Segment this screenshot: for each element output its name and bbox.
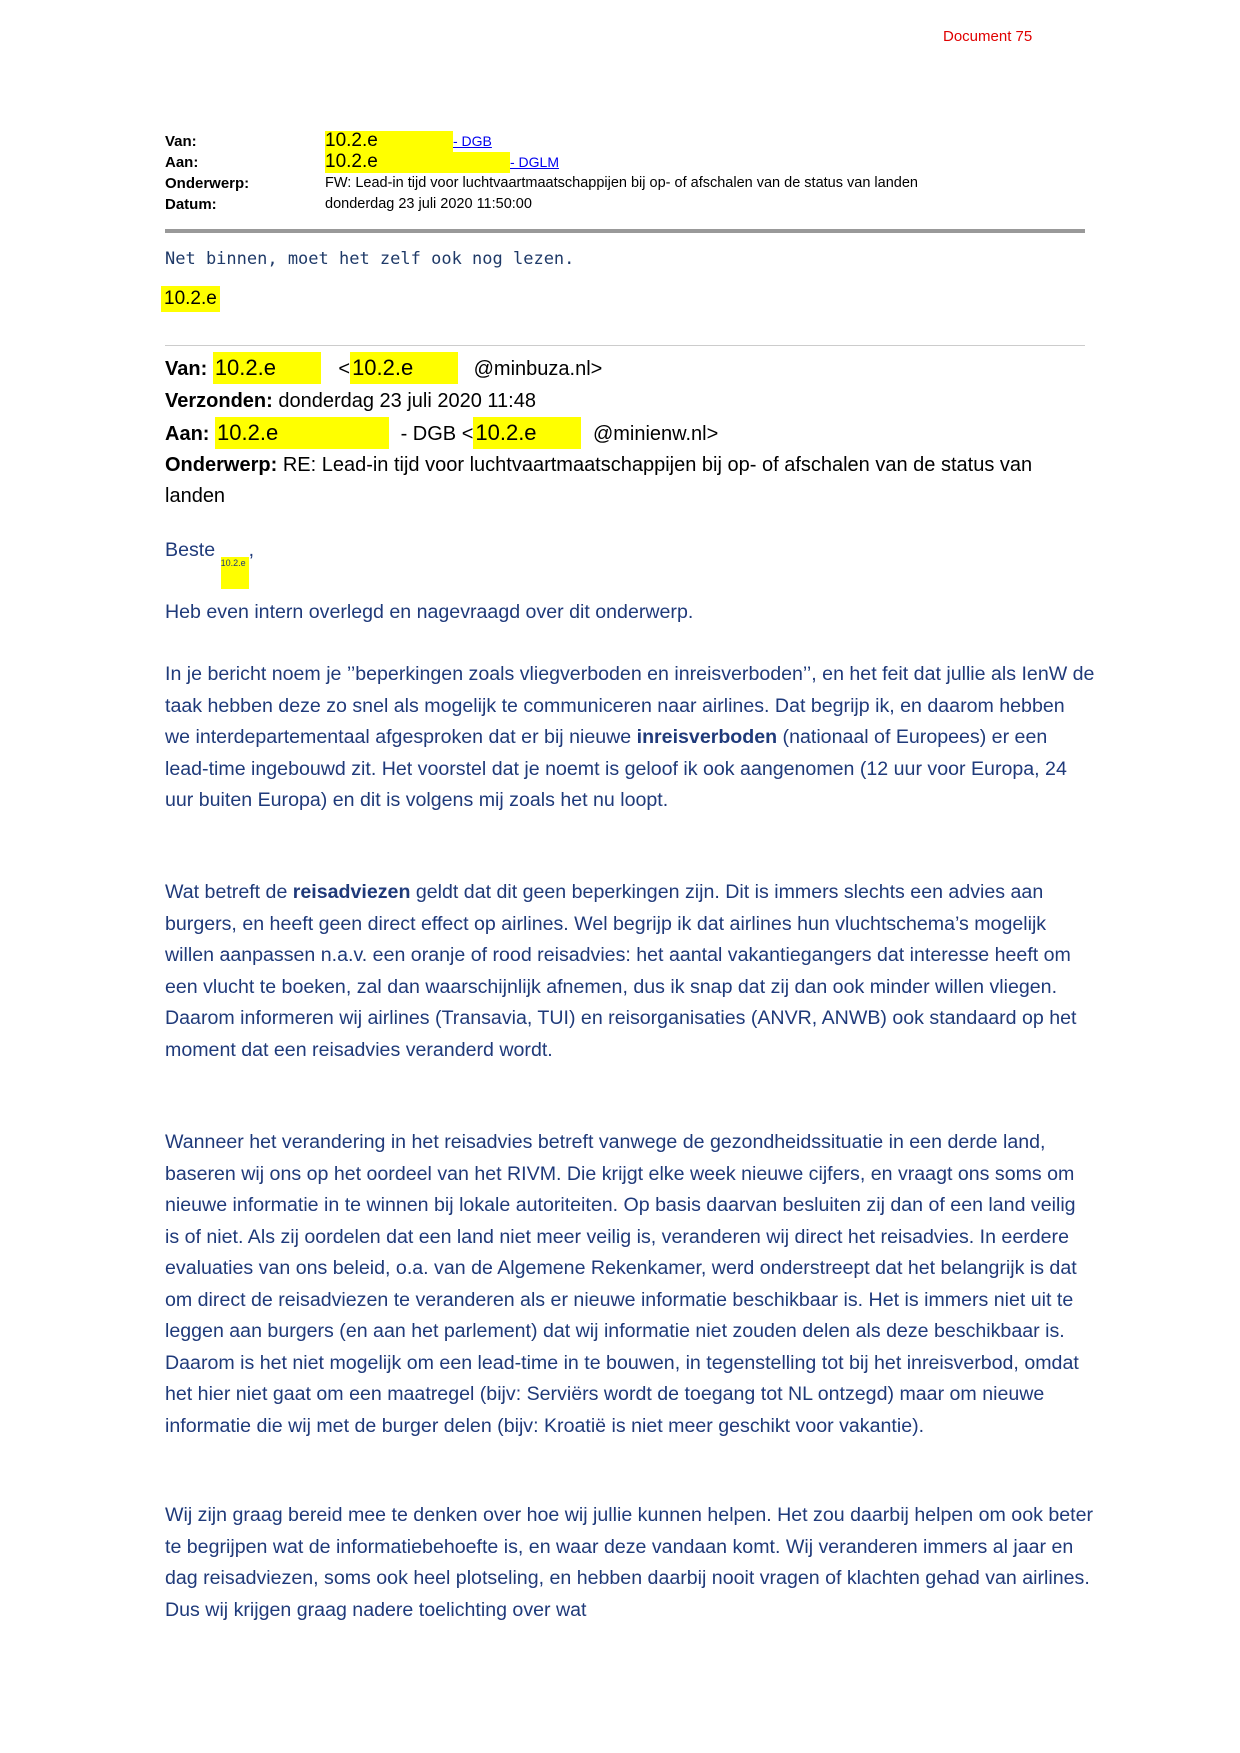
paragraph-3-bold: reisadviezen	[292, 881, 411, 903]
paragraph-2-text-a: In je bericht noem je ’’beperkingen zoals vliegverboden en inreisverboden’’, en het feit dat jullie als IenW de taak hebben deze zo snel als mogelijk te communiceren naar airlines. Dat begrijp ik, en daarom hebben we interdepartementaal afgesproken dat er bij nieuwe	[165, 663, 1095, 748]
header-aan-row	[165, 152, 918, 173]
forwarded-header	[165, 352, 1095, 512]
header-onderwerp-row	[165, 173, 918, 194]
header-aan-label: Aan:	[165, 154, 199, 171]
header-datum-label: Datum:	[165, 196, 217, 213]
header-van-row	[165, 131, 918, 152]
intro-note: Net binnen, moet het zelf ook nog lezen.	[165, 249, 575, 269]
header-onderwerp-label: Onderwerp:	[165, 175, 250, 192]
forwarded-verzonden-row	[165, 385, 1095, 417]
greeting-redaction: 10.2.e	[221, 557, 249, 589]
greeting-comma: ,	[248, 539, 255, 561]
paragraph-1	[165, 597, 1095, 629]
redaction-block: 10.2.e	[325, 152, 510, 173]
forward-separator	[165, 345, 1085, 346]
redaction-block: 10.2.e	[473, 417, 581, 449]
header-onderwerp-value: FW: Lead-in tijd voor luchtvaartmaatschappijen bij op- of afschalen van de status van landen	[325, 175, 918, 191]
document-number: Document 75	[943, 28, 1033, 45]
paragraph-4-text: Wanneer het verandering in het reisadvies betreft vanwege de gezondheidssituatie in een derde land, baseren wij ons op het oordeel van het RIVM. Die krijgt elke week nieuwe cijfers, en vraagt ons soms om nieuwe informatie in te winnen bij lokale autoriteiten. Op basis daarvan besluiten zij dan of een land veilig is of niet. Als zij oordelen dat een land niet meer veilig is, veranderen wij direct het reisadvies. In eerdere evaluaties van ons beleid, o.a. van de Algemene Rekenkamer, werd onderstreept dat het belangrijk is dat om direct de reisadviezen te veranderen als er nieuwe informatie beschikbaar is. Het is immers niet uit te leggen aan burgers (en aan het parlement) dat wij informatie niet zouden delen als deze beschikbaar is. Daarom is het niet mogelijk om een lead-time in te bouwen, in tegenstelling tot bij het inreisverbod, omdat het hier niet gaat om een maatregel (bijv: Serviërs wordt de toegang tot NL ontzegd) maar om nieuwe informatie die wij met de burger delen (bijv: Kroatië is niet meer geschikt voor vakantie).	[165, 1131, 1079, 1437]
redaction-block: 10.2.e	[325, 131, 453, 152]
redaction-block: 10.2.e	[350, 352, 458, 384]
paragraph-5-text: Wij zijn graag bereid mee te denken over hoe wij jullie kunnen helpen. Het zou daarbij helpen om ook beter te begrijpen wat de informatiebehoefte is, en waar deze vandaan komt. Wij veranderen immers al jaar en dag reisadviezen, soms ook heel plotseling, en hebben daarbij nooit vragen of klachten gehad van airlines. Dus wij krijgen graag nadere toelichting over wat	[165, 1504, 1093, 1621]
email-header	[165, 131, 918, 215]
paragraph-3-text-b: geldt dat dit geen beperkingen zijn. Dit is immers slechts een advies aan burgers, en heeft geen direct effect op airlines. Wel begrijp ik dat airlines hun vluchtschema’s mogelijk willen aanpassen n.a.v. een oranje of rood reisadvies: het aantal vakantiegangers dat interesse heeft om een vlucht te boeken, zal dan waarschijnlijk afnemen, dus ik snap dat zij dan ook minder willen vliegen. Daarom informeren wij airlines (Transavia, TUI) en reisorganisaties (ANVR, ANWB) ook standaard op het moment dat een reisadvies veranderd wordt.	[165, 881, 1077, 1061]
redaction-block: 10.2.e	[215, 417, 389, 449]
forwarded-van-domain: @minbuza.nl>	[473, 358, 603, 380]
greeting	[165, 535, 1095, 589]
forwarded-van-label: Van:	[165, 358, 208, 380]
header-van-org-link[interactable]: - DGB	[453, 133, 492, 149]
intro-signature-redaction: 10.2.e	[161, 286, 220, 312]
forwarded-aan-label: Aan:	[165, 423, 210, 445]
header-datum-row	[165, 194, 918, 215]
header-van-label: Van:	[165, 133, 197, 150]
header-separator	[165, 229, 1085, 233]
forwarded-verzonden-label: Verzonden:	[165, 390, 273, 412]
forwarded-aan-domain: @minienw.nl>	[592, 423, 719, 445]
forwarded-onderwerp-row	[165, 450, 1095, 512]
header-aan-org-link[interactable]: - DGLM	[510, 154, 559, 170]
redaction-block: 10.2.e	[213, 352, 321, 384]
header-datum-value: donderdag 23 juli 2020 11:50:00	[325, 196, 532, 212]
paragraph-2-text-b: (nationaal of Europees) er een lead-time ingebouwd zit. Het voorstel dat je noemt is geloof ik ook aangenomen (12 uur voor Europa, 24 uur buiten Europa) en dit is volgens mij zoals het nu loopt.	[165, 726, 1067, 811]
paragraph-4	[165, 1127, 1095, 1442]
forwarded-onderwerp-label: Onderwerp:	[165, 454, 278, 476]
forwarded-aan-row	[165, 417, 1095, 450]
paragraph-2	[165, 659, 1095, 817]
paragraph-5	[165, 1500, 1095, 1626]
forwarded-van-row: Van: 10.2.e <10.2.e @minbuza.nl>	[165, 352, 1095, 385]
greeting-text: Beste	[165, 539, 216, 561]
forwarded-onderwerp-value: RE: Lead-in tijd voor luchtvaartmaatschappijen bij op- of afschalen van de status van landen	[165, 454, 1033, 507]
paragraph-3	[165, 877, 1095, 1066]
paragraph-3-text-a: Wat betreft de	[165, 881, 293, 903]
forwarded-verzonden-value: donderdag 23 juli 2020 11:48	[278, 390, 536, 412]
forwarded-aan-org: - DGB <	[400, 423, 474, 445]
paragraph-2-bold: inreisverboden	[636, 726, 778, 748]
paragraph-1-text: Heb even intern overlegd en nagevraagd over dit onderwerp.	[165, 601, 694, 623]
